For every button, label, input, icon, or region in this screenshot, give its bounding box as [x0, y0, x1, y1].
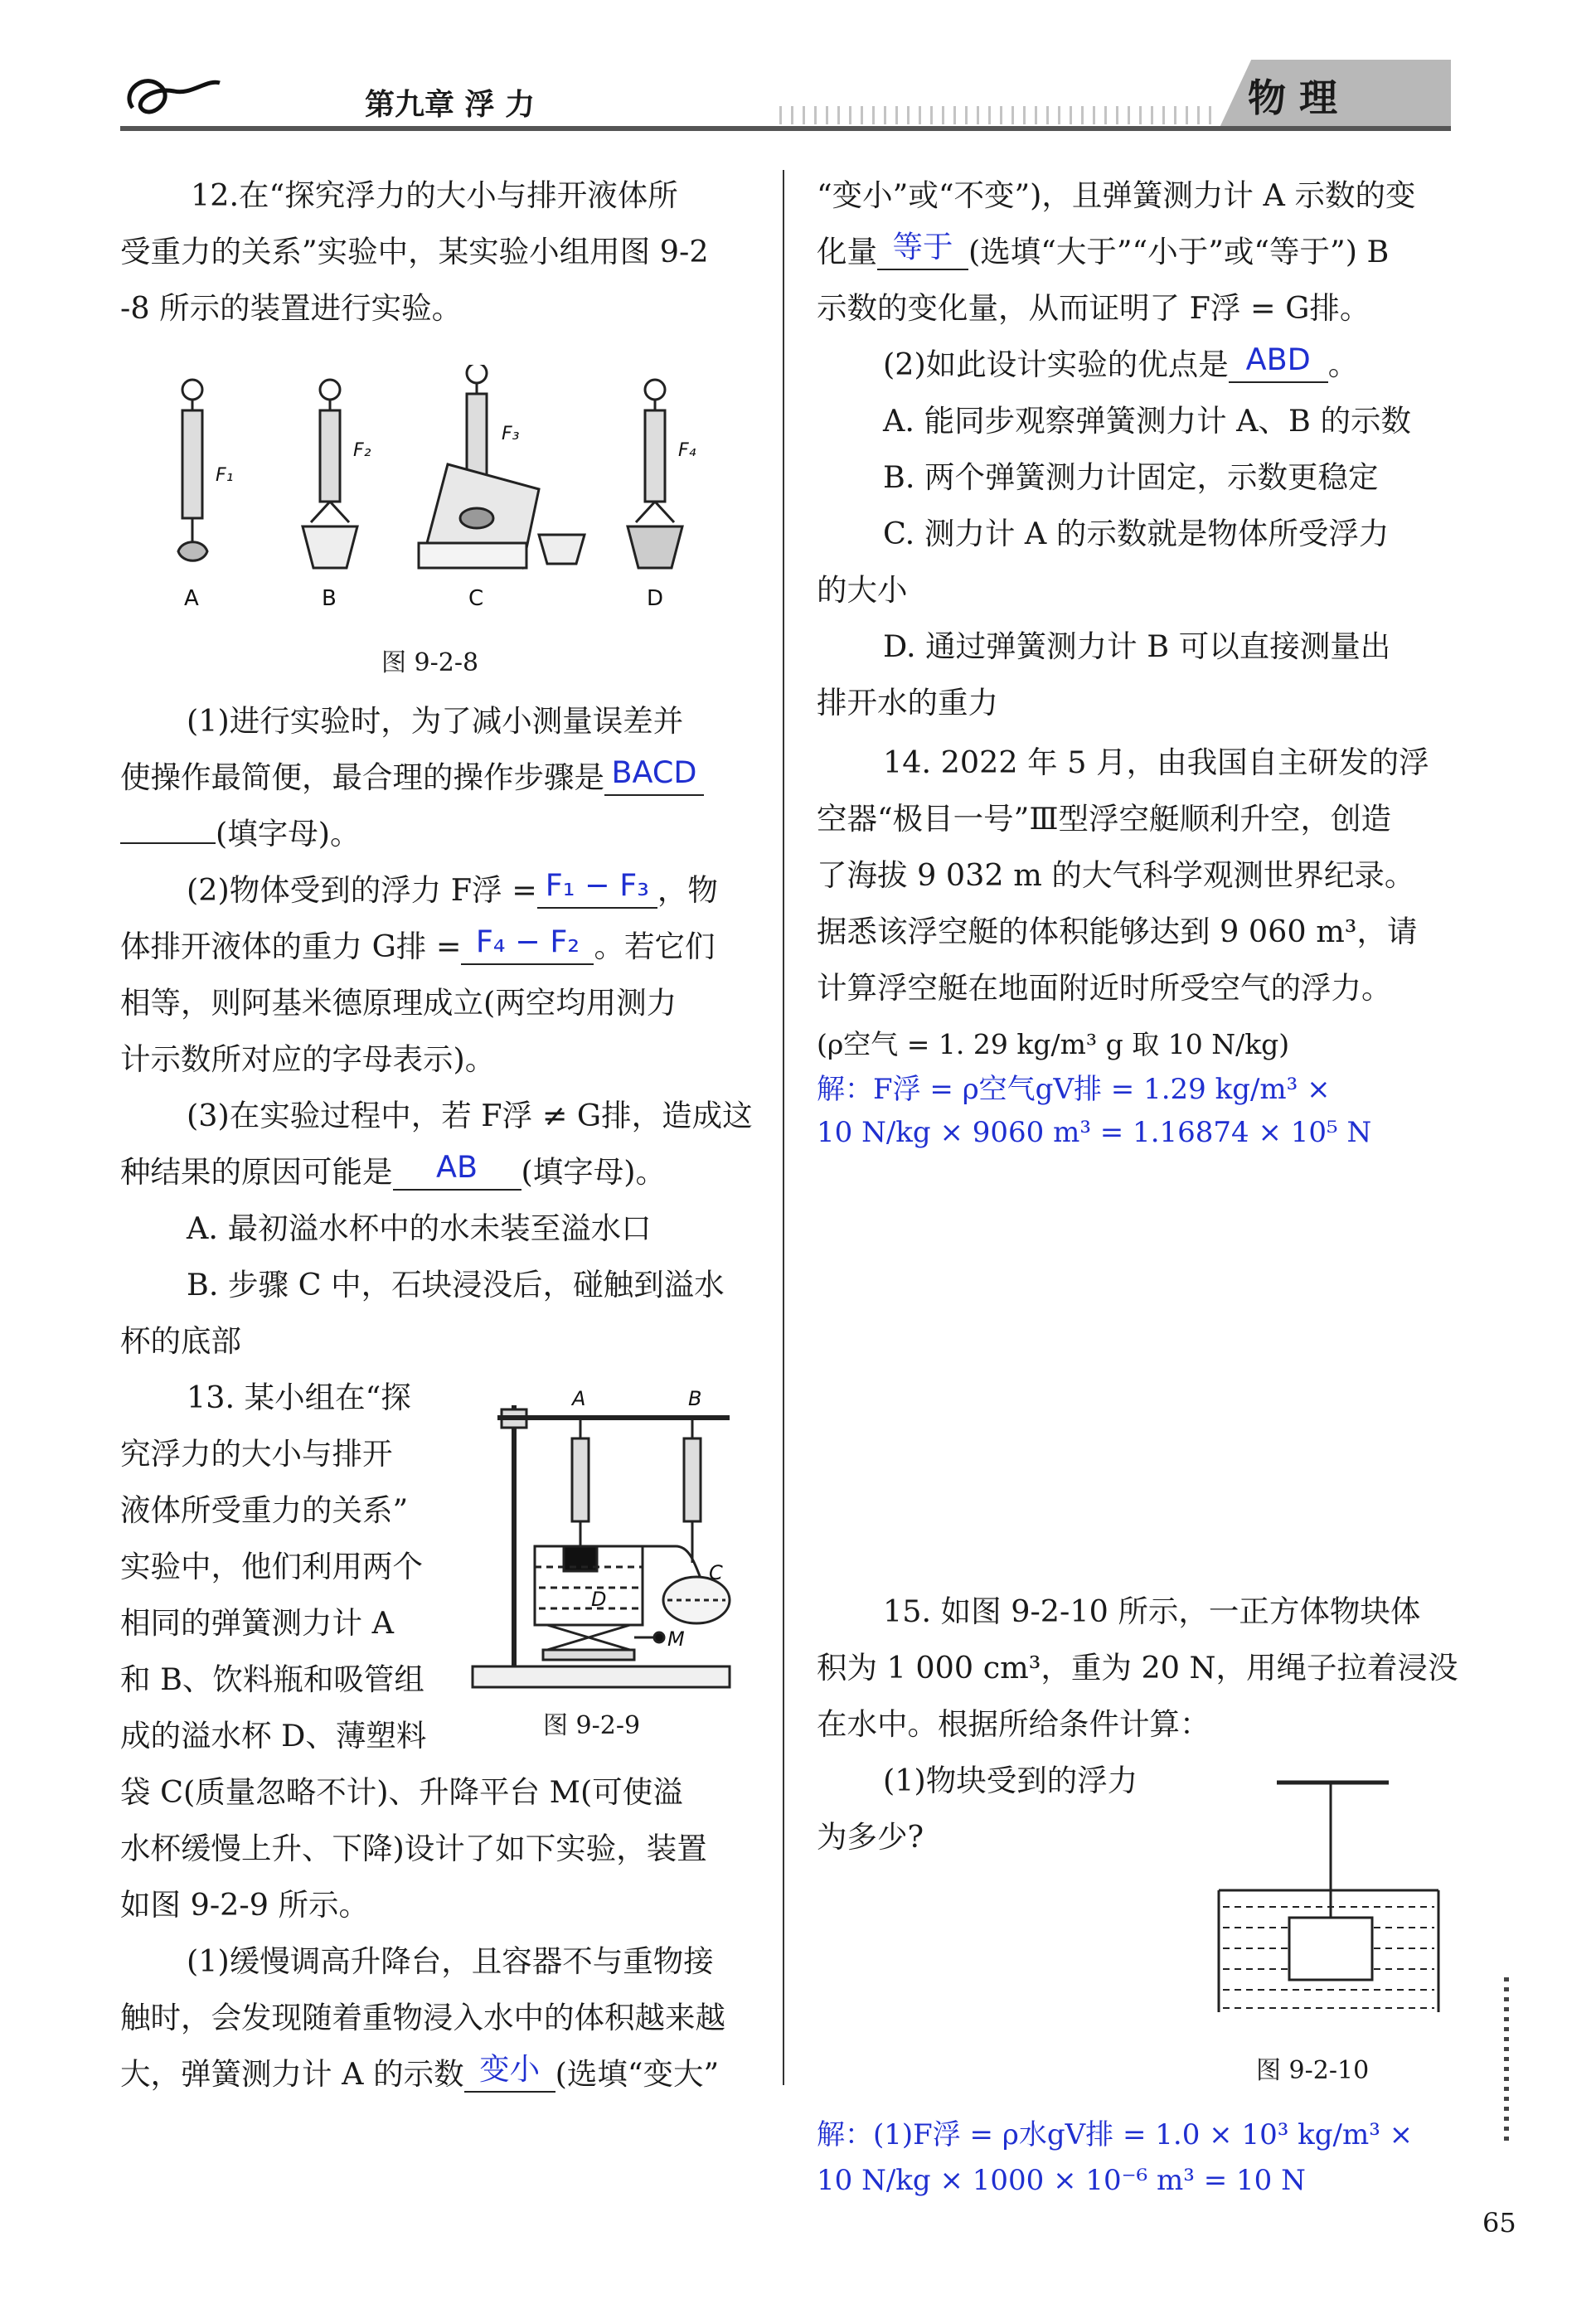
figure-9-2-8 — [133, 365, 705, 614]
page-number: 65 — [1482, 2207, 1516, 2239]
fig2-label-M: M — [667, 1627, 685, 1651]
q13-p1-line3: 大，弹簧测力计 A 的示数 变小 (选填“变大” — [120, 2051, 720, 2092]
caption-9-2-8: 图 9-2-8 — [381, 648, 479, 677]
q12-p3-line2: 种结果的原因可能是 AB (填字母)。 — [120, 1149, 666, 1190]
q12-option-a: A. 最初溢水杯中的水未装至溢水口 — [187, 1210, 652, 1246]
q14-line-2: 空器“极目一号”Ⅲ型浮空艇顺利升空，创造 — [817, 801, 1392, 837]
q14-answer-line2: 10 N/kg × 9060 m³ = 1.16874 × 10⁵ N — [817, 1116, 1372, 1149]
q12-stem-2: 受重力的关系”实验中，某实验小组用图 9-2 — [120, 234, 709, 269]
label-D: D — [647, 586, 664, 611]
q15-sub-line-1: (1)物块受到的浮力 — [883, 1763, 1138, 1798]
label-F4: F₄ — [678, 440, 696, 461]
q13-answer-3: ABD — [1245, 342, 1311, 377]
figure-9-2-10 — [1215, 1770, 1447, 2019]
q14-line-6: (ρ空气 = 1. 29 kg/m³ g 取 10 N/kg) — [817, 1028, 1290, 1060]
q15-line-1: 15. 如图 9-2-10 所示，一正方体物块体 — [883, 1593, 1421, 1629]
q12-p1-line1: (1)进行实验时，为了减小测量误差并 — [187, 703, 684, 739]
q12-p2-line2: 体排开液体的重力 G排 = F₄ − F₂ 。若它们 — [120, 924, 716, 964]
q13-option-c-1: C. 测力计 A 的示数就是物体所受浮力 — [883, 516, 1390, 551]
q12-option-b-2: 杯的底部 — [120, 1323, 241, 1359]
q14-answer-line1: 解：F浮 = ρ空气gV排 = 1.29 kg/m³ × — [817, 1073, 1331, 1106]
figure-9-2-9 — [468, 1380, 738, 1695]
q14-line-1: 14. 2022 年 5 月，由我国自主研发的浮 — [883, 745, 1429, 780]
q12-p2-line1: (2)物体受到的浮力 F浮 = F₁ − F₃ ，物 — [187, 867, 718, 908]
q12-answer-1: BACD — [611, 754, 697, 790]
q15-line-2: 积为 1 000 cm³，重为 20 N，用绳子拉着浸没 — [817, 1650, 1458, 1686]
q15-sub-line-2: 为多少? — [817, 1819, 924, 1855]
q13-option-c-2: 的大小 — [817, 572, 908, 608]
q12-p2-line4: 计示数所对应的字母表示)。 — [120, 1041, 496, 1077]
q12-option-b-1: B. 步骤 C 中，石块浸没后，碰触到溢水 — [187, 1267, 725, 1302]
q13-right-line2: 化量 等于 (选填“大于”“小于”或“等于”) B — [817, 229, 1390, 269]
column-divider — [783, 170, 784, 2085]
q13-answer-1: 变小 — [479, 2051, 541, 2087]
q13-full-line-3: 如图 9-2-9 所示。 — [120, 1887, 370, 1923]
q12-answer-2: F₁ − F₃ — [545, 867, 649, 903]
q12-answer-3: F₄ − F₂ — [475, 924, 580, 959]
label-F2: F₂ — [353, 440, 371, 461]
q14-line-5: 计算浮空艇在地面附近时所受空气的浮力。 — [817, 970, 1392, 1006]
logo-swirl-icon — [116, 62, 224, 129]
q13-p1-line1: (1)缓慢调高升降台，且容器不与重物接 — [187, 1943, 714, 1979]
q12-answer-4: AB — [435, 1149, 478, 1185]
q14-line-3: 了海拔 9 032 m 的大气科学观测世界纪录。 — [817, 857, 1415, 893]
q13-option-d-2: 排开水的重力 — [817, 685, 998, 720]
fig2-label-A: A — [572, 1387, 586, 1410]
q13-option-d-1: D. 通过弹簧测力计 B 可以直接测量出 — [883, 628, 1391, 664]
label-F1: F₁ — [216, 465, 234, 486]
q12-p1-line2: 使操作最简便，最合理的操作步骤是 BACD — [120, 749, 704, 806]
q13-option-a: A. 能同步观察弹簧测力计 A、B 的示数 — [883, 403, 1411, 439]
q13-right-line3: 示数的变化量，从而证明了 F浮 = G排。 — [817, 290, 1370, 326]
q13-line-6: 和 B、饮料瓶和吸管组 — [120, 1661, 424, 1697]
q13-option-b: B. 两个弹簧测力计固定，示数更稳定 — [883, 459, 1379, 495]
q13-p2-line1: (2)如此设计实验的优点是 ABD 。 — [883, 342, 1359, 382]
q12-p1-line3: (填字母)。 — [120, 806, 360, 862]
label-B: B — [322, 586, 337, 611]
fig2-label-C: C — [709, 1561, 723, 1584]
q13-line-5: 相同的弹簧测力计 A — [120, 1605, 394, 1641]
chapter-title: 第九章 浮 力 — [365, 88, 536, 122]
q13-right-line1: “变小”或“不变”)，且弹簧测力计 A 示数的变 — [817, 177, 1416, 213]
margin-dots — [1504, 1977, 1509, 2143]
fig2-label-D: D — [591, 1588, 607, 1611]
q15-line-3: 在水中。根据所给条件计算： — [817, 1706, 1210, 1742]
q15-answer-line1: 解：(1)F浮 = ρ水gV排 = 1.0 × 10³ kg/m³ × — [817, 2118, 1414, 2151]
q13-p1-line2: 触时，会发现随着重物浸入水中的体积越来越 — [120, 2000, 725, 2035]
header-rule — [120, 126, 1451, 131]
header-dots — [779, 106, 1219, 124]
q13-full-line-2: 水杯缓慢上升、下降)设计了如下实验，装置 — [120, 1831, 707, 1866]
q12-p2-line3: 相等，则阿基米德原理成立(两空均用测力 — [120, 985, 677, 1021]
q12-stem-3: -8 所示的装置进行实验。 — [120, 290, 463, 326]
label-C: C — [468, 586, 484, 611]
q14-line-4: 据悉该浮空艇的体积能够达到 9 060 m³，请 — [817, 914, 1418, 949]
q12-p3-line1: (3)在实验过程中，若 F浮 ≠ G排，造成这 — [187, 1098, 753, 1133]
label-F3: F₃ — [502, 424, 520, 444]
q13-line-4: 实验中，他们利用两个 — [120, 1549, 423, 1584]
q13-line-7: 成的溢水杯 D、薄塑料 — [120, 1718, 427, 1753]
label-A: A — [184, 586, 199, 611]
q13-line-3: 液体所受重力的关系” — [120, 1492, 409, 1528]
fig2-label-B: B — [688, 1387, 702, 1410]
q12-stem-1: 12.在“探究浮力的大小与排开液体所 — [191, 177, 678, 213]
caption-9-2-9: 图 9-2-9 — [543, 1711, 641, 1740]
q13-answer-2: 等于 — [892, 229, 953, 264]
q13-line-2: 究浮力的大小与排开 — [120, 1436, 393, 1472]
subject-title: 物 理 — [1248, 75, 1338, 120]
q15-answer-line2: 10 N/kg × 1000 × 10⁻⁶ m³ = 10 N — [817, 2164, 1306, 2197]
caption-9-2-10: 图 9-2-10 — [1256, 2056, 1370, 2085]
q13-full-line-1: 袋 C(质量忽略不计)、升降平台 M(可使溢 — [120, 1774, 683, 1810]
q13-line-1: 13. 某小组在“探 — [187, 1380, 411, 1415]
